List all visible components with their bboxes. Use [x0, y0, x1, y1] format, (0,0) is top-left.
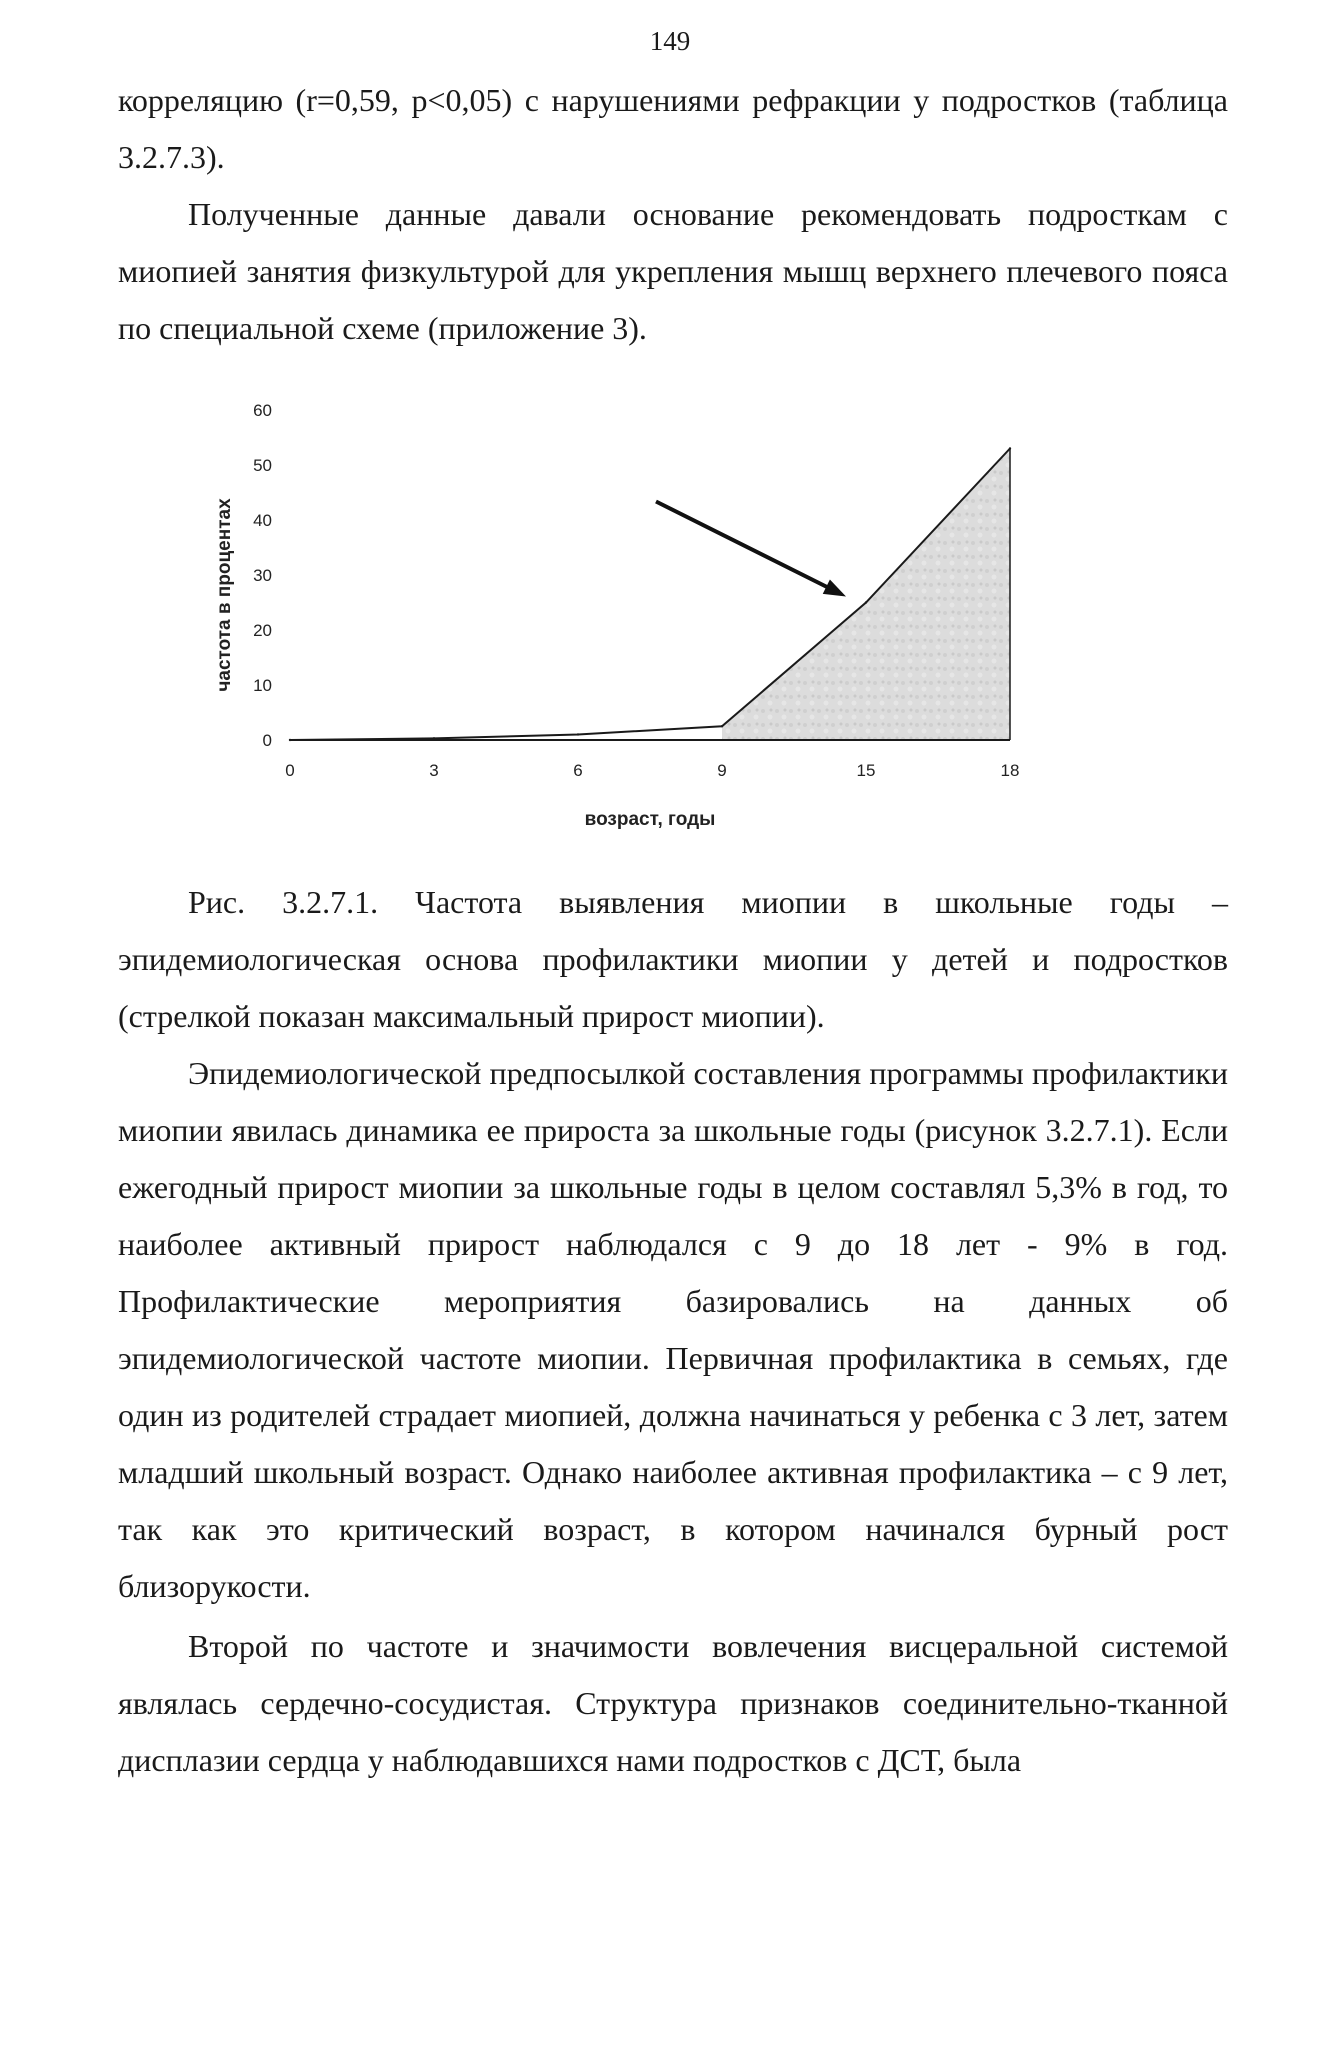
x-tick-label-15: 15: [856, 761, 876, 780]
y-tick-label-50: 50: [253, 456, 272, 475]
chart-svg: [200, 385, 1080, 850]
x-tick-label-3: 3: [429, 761, 439, 780]
data-point-18: [1009, 447, 1011, 449]
y-axis-label: частота в процентах: [214, 498, 235, 692]
myopia-frequency-chart: [200, 385, 1080, 850]
area-fill: [722, 449, 1010, 741]
arrow-shaft: [656, 502, 832, 590]
paragraph-recommendation: Полученные данные давали основание рекомендовать подросткам с миопией занятия физкультурой для укрепления мышц верхнего плечевого пояса по специальной схеме (приложение 3).: [118, 196, 1228, 346]
x-tick-label-9: 9: [717, 761, 727, 780]
y-tick-label-40: 40: [253, 511, 272, 530]
paragraph-cardiovascular: Второй по частоте и значимости вовлечения висцеральной системой являлась сердечно-сосудистая. Структура признаков соединительно-тканной дисплазии сердца у наблюдавшихся нами подростков с ДСТ, была: [118, 1628, 1228, 1778]
paragraph-correlation: корреляцию (r=0,59, p<0,05) с нарушениями рефракции у подростков (таблица 3.2.7.3).: [118, 82, 1228, 175]
y-tick-label-60: 60: [253, 401, 272, 420]
page-number: 149: [649, 26, 691, 56]
data-point-9: [721, 725, 723, 727]
y-tick-label-0: 0: [262, 731, 272, 750]
data-point-15: [865, 601, 867, 603]
figure-caption: Рис. 3.2.7.1. Частота выявления миопии в школьные годы – эпидемиологическая основа профилактики миопии у детей и подростков (стрелкой показан максимальный прирост миопии).: [118, 884, 1228, 1034]
y-tick-label-30: 30: [253, 566, 272, 585]
x-tick-label-18: 18: [1000, 761, 1020, 780]
arrow-head: [823, 580, 846, 597]
y-tick-label-20: 20: [253, 621, 272, 640]
data-point-0: [289, 739, 291, 741]
x-tick-label-0: 0: [285, 761, 295, 780]
x-axis-label: возраст, годы: [584, 809, 716, 830]
data-point-6: [577, 733, 579, 735]
x-tick-label-6: 6: [573, 761, 583, 780]
y-tick-label-10: 10: [253, 676, 272, 695]
data-point-3: [433, 737, 435, 739]
paragraph-prevention-program: Эпидемиологической предпосылкой составления программы профилактики миопии явилась динамика ее прироста за школьные годы (рисунок 3.2.7.1). Если ежегодный прирост миопии за школьные годы в целом составлял 5,3% в год, то наиболее активный прирост наблюдался с 9 до 18 лет - 9% в год. Профилактические мероприятия базировались на данных об эпидемиологической частоте миопии. Первичная профилактика в семьях, где один из родителей страдает миопией, должна начинаться у ребенка с 3 лет, затем младший школьный возраст. Однако наиболее активная профилактика – с 9 лет, так как это критический возраст, в котором начинался бурный рост близорукости.: [118, 1055, 1228, 1604]
